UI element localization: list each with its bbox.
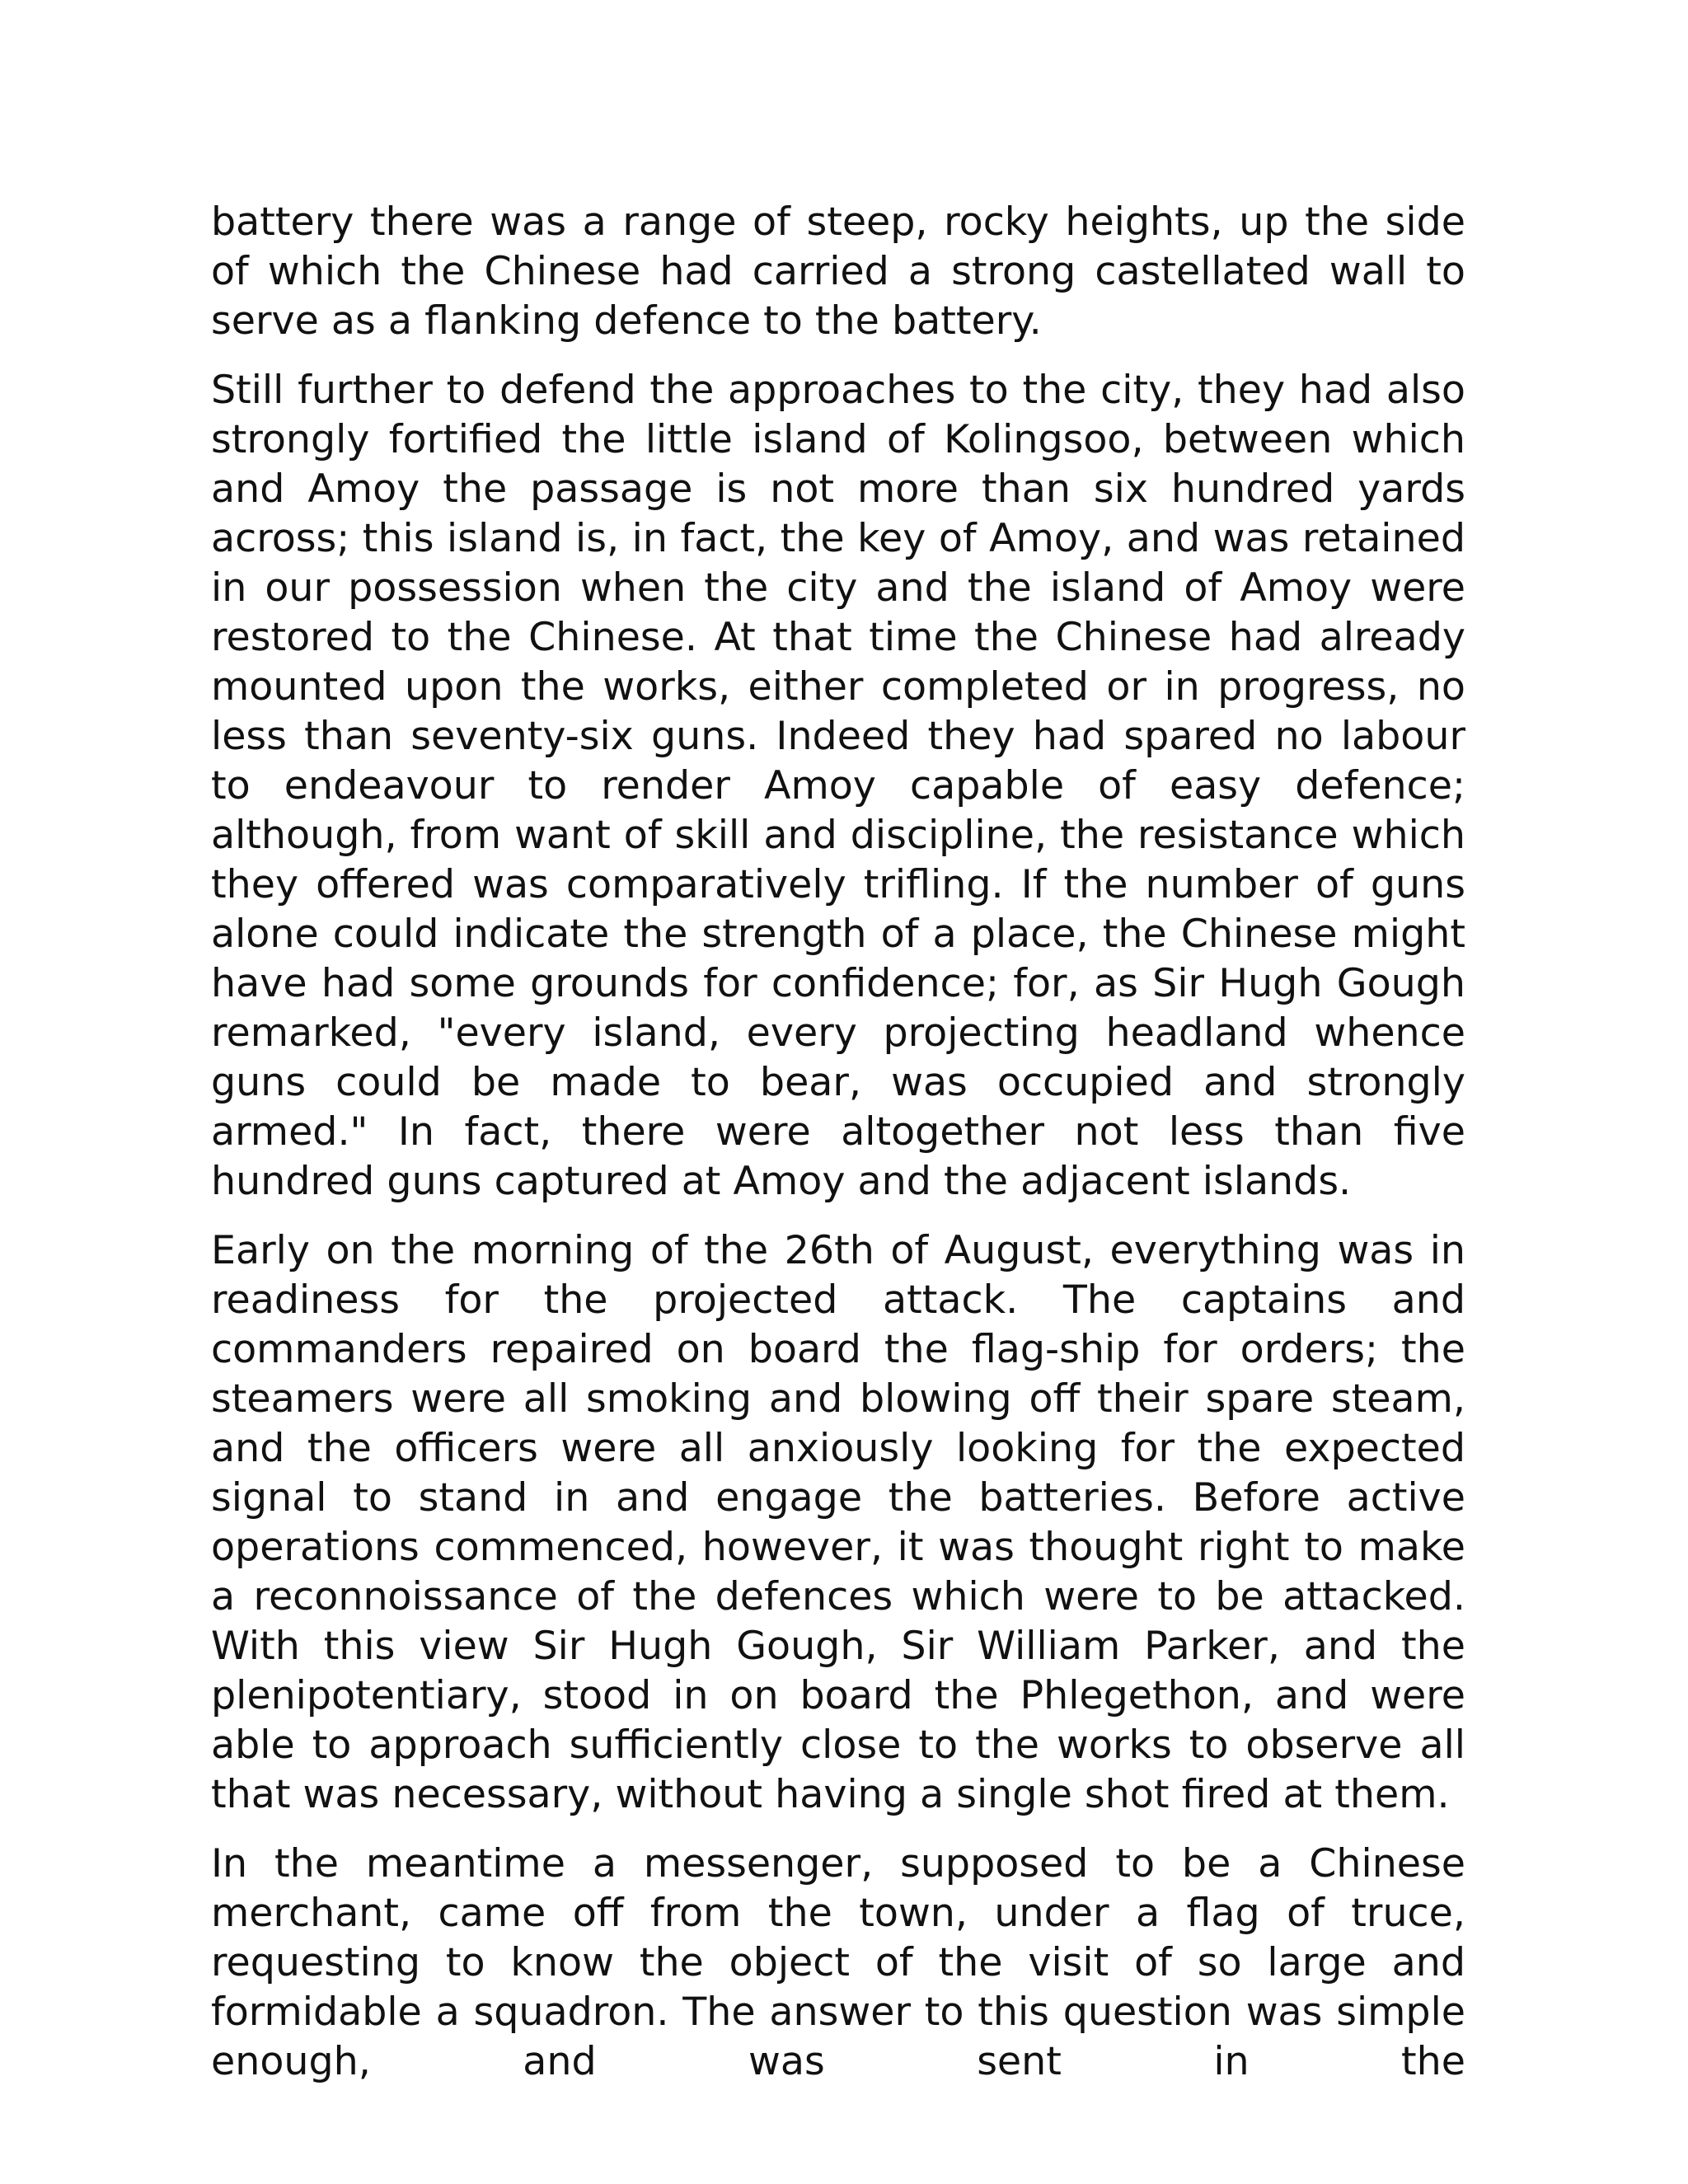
document-page — [211, 198, 1465, 2107]
paragraph-3: Early on the morning of the 26th of August, everything was in readiness for the projected attack. The captains and commanders repaired on board the flag-ship for orders; the steamers were all smoking and blowing off their spare steam, and the officers were all anxiously looking for the expected signal to stand in and engage the batteries. Before active operations commenced, however, it was thought right to make a reconnoissance of the defences which were to be attacked. With this view Sir Hugh Gough, Sir William Parker, and the plenipotentiary, stood in on board the Phlegethon, and were able to approach sufficiently close to the works to observe all that was necessary, without having a single shot fired at them. — [211, 1228, 1465, 1817]
paragraph-1: battery there was a range of steep, rocky heights, up the side of which the Chinese had carried a strong castellated wall to serve as a flanking defence to the battery. — [211, 199, 1465, 344]
paragraph-4: In the meantime a messenger, supposed to be a Chinese merchant, came off from the town, under a flag of truce, requesting to know the object of the visit of so large and formidable a squadron. The answer to this question was simple enough, and was sent in the — [211, 1841, 1465, 2084]
paragraph-2: Still further to defend the approaches to the city, they had also strongly fortified the little island of Kolingsoo, between which and Amoy the passage is not more than six hundred yards across; this island is, in fact, the key of Amoy, and was retained in our possession when the city and the island of Amoy were restored to the Chinese. At that time the Chinese had already mounted upon the works, either completed or in progress, no less than seventy-six guns. Indeed they had spared no labour to endeavour to render Amoy capable of easy defence; although, from want of skill and discipline, the resistance which they offered was comparatively trifling. If the number of guns alone could indicate the strength of a place, the Chinese might have had some grounds for confidence; for, as Sir Hugh Gough remarked, "every island, every projecting headland whence guns could be made to bear, was occupied and strongly armed." In fact, there were altogether not less than five hundred guns captured at Amoy and the adjacent islands. — [211, 368, 1465, 1204]
